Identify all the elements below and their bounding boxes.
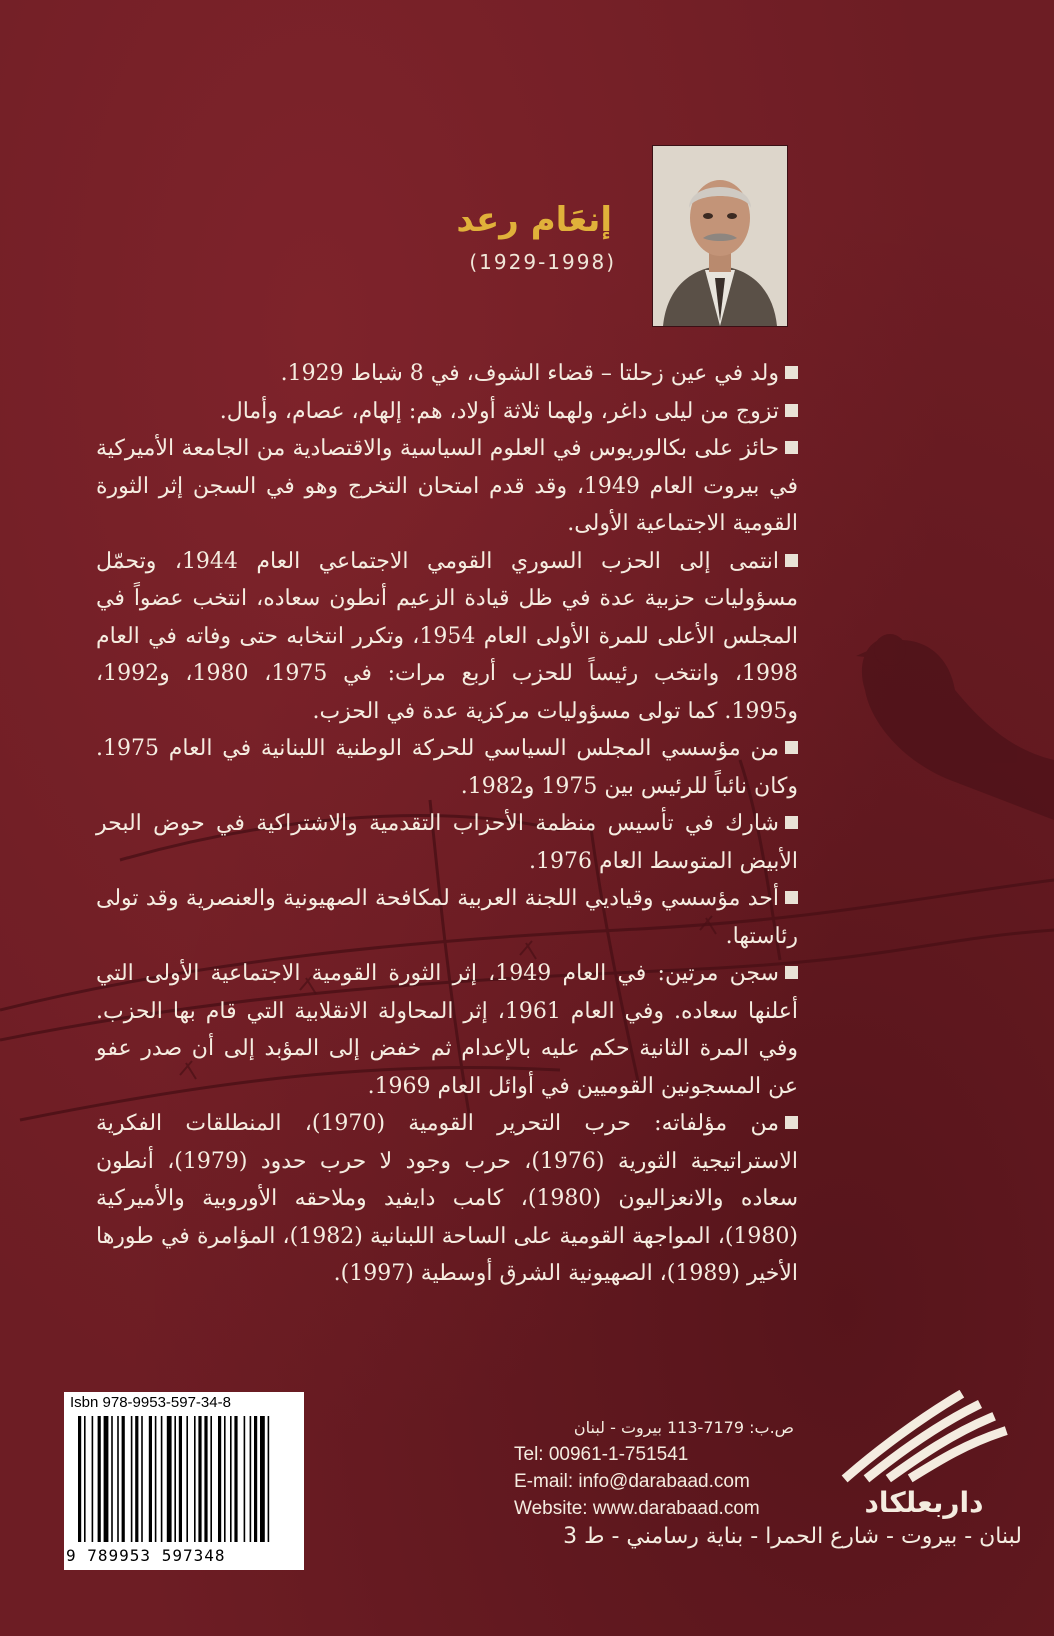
bio-paragraph: حائز على بكالوريوس في العلوم السياسية والاقتصادية من الجامعة الأميركية في بيروت العام 1949، وقد قدم امتحان التخرج وهو في السجن إثر الثورة القومية الاجتماعية الأولى. [96,436,798,536]
square-bullet-icon [785,741,798,754]
barcode-bar [122,1416,125,1542]
barcode-bar [161,1416,163,1542]
barcode-digits: 9 789953 597348 [66,1546,226,1565]
barcode-bar [224,1416,226,1542]
barcode-bar [155,1416,157,1542]
isbn-barcode [64,1392,304,1570]
square-bullet-icon [785,404,798,417]
barcode-bar [98,1416,101,1542]
isbn-label: Isbn 978-9953-597-34-8 [70,1394,231,1411]
barcode-bar [131,1416,133,1542]
barcode-bar [230,1416,232,1542]
barcode-bar [92,1416,94,1542]
bio-paragraph: من مؤسسي المجلس السياسي للحركة الوطنية اللبنانية في العام 1975. وكان نائباً للرئيس بين 1975 و1982. [96,736,798,799]
publisher-contact [514,1414,794,1522]
bio-paragraph: من مؤلفاته: حرب التحرير القومية (1970)، المنطلقات الفكرية الاستراتيجية الثورية (1976)، حرب وجود لا حرب حدود (1979)، أنطون سعاده والانعزاليون (1980)، كامب دايفيد وملاحقه الأوروبية والأميركية (1980)، المواجهة القومية على الساحة اللبنانية (1982)، المؤامرة في طورها الأخير (1989)، الصهيونية الشرق أوسطية (1997). [96,1111,799,1286]
publisher-address: لبنان - بيروت - شارع الحمرا - بناية رسامني - ط 3 [563,1524,1022,1549]
bio-paragraph: تزوج من ليلى داغر، ولهما ثلاثة أولاد، هم: إلهام، عصام، وأمال. [96,393,798,431]
barcode-bar [244,1416,246,1542]
square-bullet-icon [785,891,798,904]
barcode-bar [179,1416,182,1542]
bio-paragraph: شارك في تأسيس منظمة الأحزاب التقدمية والاشتراكية في حوض البحر الأبيض المتوسط العام 1976. [96,811,798,874]
barcode-bar [250,1416,252,1542]
barcode-bar [141,1416,143,1542]
barcode-bar [204,1416,207,1542]
barcode-bar [218,1416,221,1542]
publisher-logo-text: داربعلكاد [864,1486,984,1519]
barcode-bar [111,1416,113,1542]
square-bullet-icon [785,816,798,829]
author-photo [653,146,787,326]
square-bullet-icon [785,1116,798,1129]
po-box: ص.ب: 7179-113 بيروت - لبنان [573,1418,794,1437]
author-name: إنعَام رعد [456,200,612,240]
square-bullet-icon [785,966,798,979]
barcode-bar [78,1416,81,1542]
barcode-bars [64,1392,304,1570]
telephone: Tel: 00961-1-751541 [514,1444,689,1465]
author-years: (1929-1998) [469,250,616,274]
barcode-bar [167,1416,172,1542]
barcode-bar [268,1416,270,1542]
bio-paragraph: أحد مؤسسي وقياديي اللجنة العربية لمكافحة الصهيونية والعنصرية وقد تولى رئاستها. [96,886,798,949]
publisher-logo [808,1380,1040,1520]
bio-paragraph: انتمى إلى الحزب السوري القومي الاجتماعي العام 1944، وتحمّل مسؤوليات حزبية عدة في ظل قيادة الزعيم أنطون سعاده، انتخب عضواً في المجلس الأعلى للمرة الأولى العام 1954، وتكرر انتخابه حتى وفاته في العام 1998، وانتخب رئيساً للحزب أربع مرات: في 1975، 1980، و1992، و1995. كما تولى مسؤوليات مركزية عدة في الحزب. [96,548,799,724]
barcode-bar [149,1416,152,1542]
barcode-bar [194,1416,196,1542]
barcode-bar [260,1416,265,1542]
barcode-bar [135,1416,138,1542]
bio-paragraph: ولد في عين زحلتا – قضاء الشوف، في 8 شباط 1929. [96,355,798,393]
bio-paragraph: سجن مرتين: في العام 1949، إثر الثورة القومية الاجتماعية الأولى التي أعلنها سعاده. وفي العام 1961، إثر المحاولة الانقلابية التي قام بها الحزب. وفي المرة الثانية حكم عليه بالإعدام ثم خفض إلى المؤبد إلى أن صدر عفو عن المسجونين القوميين في أوائل العام 1969. [96,961,798,1099]
author-portrait [652,145,788,327]
barcode-bar [234,1416,237,1542]
website: Website: www.darabaad.com [514,1498,760,1519]
barcode-bar [186,1416,188,1542]
barcode-bar [84,1416,86,1542]
barcode-bar [198,1416,201,1542]
square-bullet-icon [785,441,798,454]
barcode-bar [254,1416,257,1542]
barcode-bar [104,1416,109,1542]
barcode-bar [210,1416,212,1542]
email: E-mail: info@darabaad.com [514,1471,750,1492]
square-bullet-icon [785,366,798,379]
barcode-bar [117,1416,119,1542]
author-biography [96,355,798,1293]
barcode-bar [174,1416,176,1542]
square-bullet-icon [785,554,798,567]
